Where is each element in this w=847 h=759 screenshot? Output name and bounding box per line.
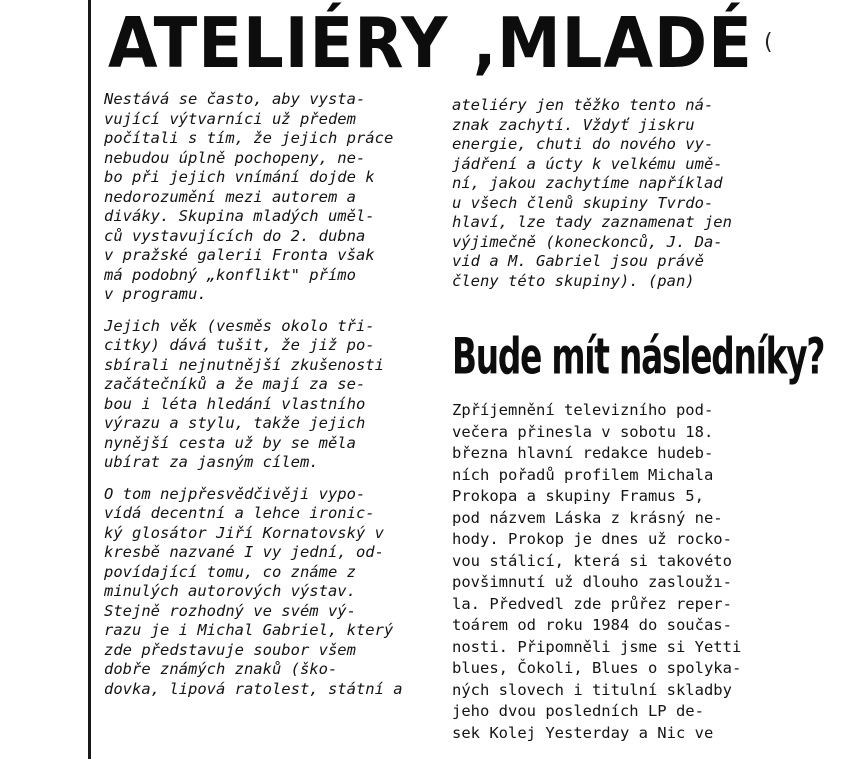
text-line: v pražské galerii Fronta však [104,246,375,264]
text-line: začátečníků a že mají za se- [104,375,366,393]
text-line: la. Předvedl zde průřez reper- [452,594,732,613]
text-line: výrazu a stylu, takže jejich [104,414,366,432]
text-line: pod názvem Láska z krásný ne- [452,508,723,527]
text-line: Nestává se často, aby vysta- [104,90,366,108]
text-line: členy této skupiny). (pan) [452,271,695,290]
text-line: citky) dává tušit, že již po- [104,336,375,354]
text-line: hlaví, lze tady zaznamenat jen [452,213,732,231]
text-line: počítali s tím, že jejich práce [104,129,394,147]
text-line: dobře známých znaků (ško- [104,660,338,678]
text-line: večera přinesla v sobotu 18. [452,422,714,441]
text-line: nedorozumění mezi autorem a [104,187,356,206]
text-line: hody. Prokop je dnes už rocko- [452,530,732,548]
text-line: energie, chuti do nového vy- [452,135,714,153]
text-line: ní, jakou zachytíme například [452,174,723,192]
text-line: výjimečně (koneckonců, J. Da- [452,232,723,251]
text-line: ních pořadů profilem Michala [452,465,714,484]
text-line: O tom nejpřesvědčivěji vypo- [104,484,366,503]
text-line: znak zachytí. Vždyť jiskru [452,115,695,134]
text-line: sek Kolej Yesterday a Nic ve [452,723,714,742]
text-line: března hlavní redakce hudeb- [452,444,714,462]
text-line: vídá decentní a lehce ironic- [104,504,375,522]
text-line: ných slovech i titulní skladby [452,680,732,699]
text-line: Zpříjemnění televizního pod- [452,401,714,419]
paragraph-gap [104,305,434,317]
text-line: blues, Čokoli, Blues o spolyka- [452,659,742,677]
text-line: nynější cesta už by se měla [104,433,356,452]
text-line: nosti. Připomněli jsme si Yetti [452,637,742,656]
text-line: povídající tomu, co známe z [104,562,356,581]
page-headline: ATELIÉRY ‚MLADÉ [108,4,753,85]
text-line: nebudou úplně pochopeny, ne- [104,148,366,167]
text-line: vující výtvarníci už předem [104,109,356,128]
text-line: kresbě nazvané I vy jední, od- [104,543,384,561]
text-line: ubírat za jasným cílem. [104,453,319,471]
text-line: Jejich věk (vesměs okolo tři- [104,316,375,335]
text-line: razu je i Michal Gabriel, který [104,621,394,639]
text-line: dovka, lipová ratolest, státní a [104,679,403,698]
text-line: zde představuje soubor všem [104,640,356,659]
text-line: má podobný „konflikt" přímo [104,265,356,284]
text-line: bou i léta hledání vlastního [104,394,366,413]
text-line: ký glosátor Jiří Kornatovský v [104,523,384,542]
column-rule [88,0,91,759]
right-article-continuation [452,96,788,291]
text-line: toárem od roku 1984 do součas- [452,616,732,634]
text-line: diváky. Skupina mladých uměl- [104,207,375,225]
paragraph-gap [104,473,434,485]
headline-cut-fragment: ( [764,30,773,55]
text-line: v programu. [104,285,207,303]
text-line: Stejně rozhodný ve svém vý- [104,601,356,620]
text-line: minulých autorových výstav. [104,582,356,600]
text-line: sbírali nejnutnější zkušenosti [104,355,384,374]
text-line: ateliéry jen těžko tento ná- [452,96,714,114]
text-line: u všech členů skupiny Tvrdo- [452,193,714,212]
text-line: ců vystavujících do 2. dubna [104,226,366,245]
text-line: bo při jejich vnímání dojde k [104,168,375,186]
right-article-body [452,400,788,744]
text-line: vou stálicí, která si takovéto [452,551,732,570]
text-line: Prokopa a skupiny Framus 5, [452,487,704,505]
text-line: vid a M. Gabriel jsou právě [452,252,704,270]
article-subheadline: Bude mít následníky? [452,328,825,386]
left-article-column [104,90,434,699]
text-line: jeho dvou posledních LP de- [452,702,704,720]
text-line: jádření a úcty k velkému umě- [452,154,723,173]
text-line: povšimnutí už dlouho zasloužı- [452,573,732,591]
